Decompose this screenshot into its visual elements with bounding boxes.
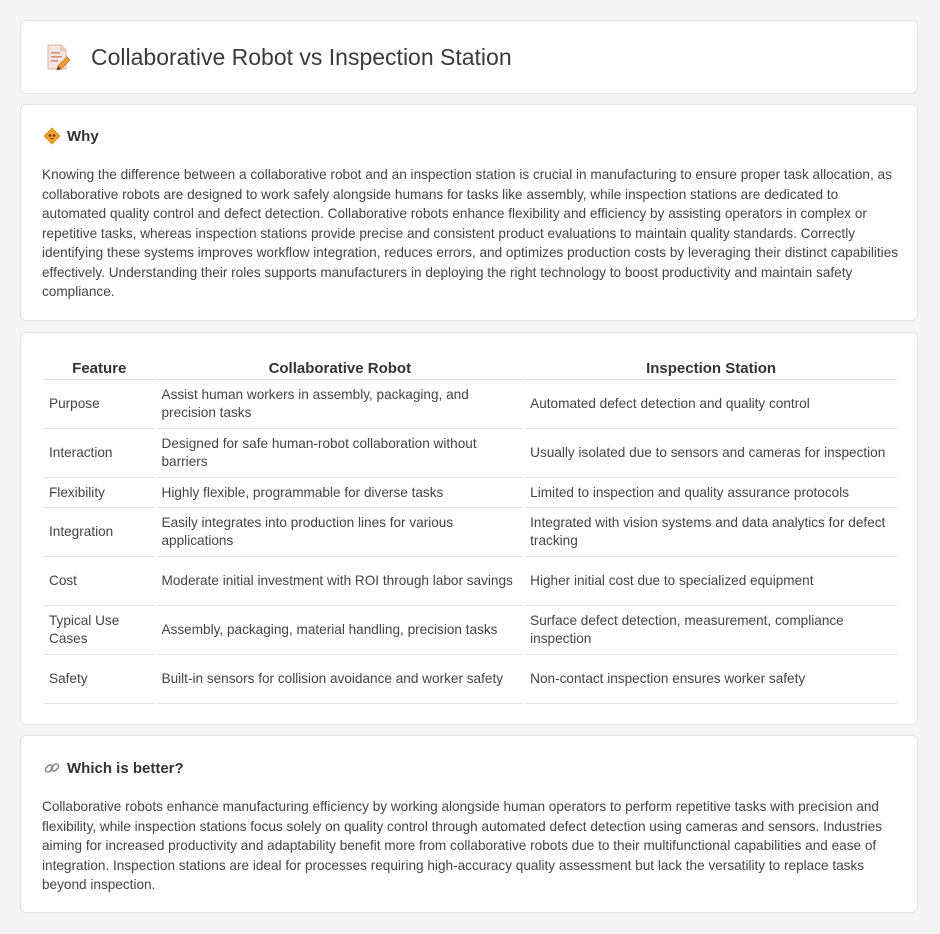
- table-row: [44, 508, 897, 557]
- inspection-cell: Higher initial cost due to specialized equipment: [525, 557, 897, 606]
- feature-cell: Purpose: [44, 380, 155, 429]
- feature-cell: Safety: [44, 655, 155, 704]
- table-row: [44, 557, 897, 606]
- table-row: [44, 380, 897, 429]
- better-heading: Which is better?: [67, 759, 184, 777]
- cobot-cell: Moderate initial investment with ROI through labor savings: [157, 557, 524, 606]
- header-feature: Feature: [44, 353, 155, 380]
- page-title: Collaborative Robot vs Inspection Station: [91, 43, 512, 70]
- cobot-cell: Easily integrates into production lines for various applications: [157, 508, 524, 557]
- feature-cell: Typical Use Cases: [44, 606, 155, 655]
- which-is-better-section: [20, 735, 918, 913]
- inspection-cell: Integrated with vision systems and data analytics for defect tracking: [525, 508, 897, 557]
- feature-cell: Interaction: [44, 429, 155, 478]
- comparison-table: [42, 353, 899, 704]
- better-heading-row: [43, 759, 184, 777]
- cobot-cell: Highly flexible, programmable for diverse tasks: [157, 478, 524, 508]
- feature-cell: Flexibility: [44, 478, 155, 508]
- inspection-cell: Usually isolated due to sensors and cameras for inspection: [525, 429, 897, 478]
- table-row: [44, 429, 897, 478]
- inspection-cell: Limited to inspection and quality assurance protocols: [525, 478, 897, 508]
- cobot-cell: Designed for safe human-robot collaboration without barriers: [157, 429, 524, 478]
- inspection-cell: Automated defect detection and quality control: [525, 380, 897, 429]
- header-inspection-station: Inspection Station: [525, 353, 897, 380]
- inspection-cell: Non-contact inspection ensures worker safety: [525, 655, 897, 704]
- cobot-cell: Assembly, packaging, material handling, precision tasks: [157, 606, 524, 655]
- document-pencil-icon: [45, 43, 71, 71]
- better-paragraph: Collaborative robots enhance manufacturing efficiency by working alongside human operators to perform repetitive tasks with precision and flexibility, while inspection stations focus solely on quality control through automated defect detection using cameras and sensors. Industries aiming for increased productivity and adaptability benefit more from collaborative robots due to their multifunctional capabilities and ease of integration. Inspection stations are ideal for processes requiring high-accuracy quality assessment but lack the versatility to replace tasks beyond inspection.: [42, 799, 882, 892]
- diamond-sign-icon: [43, 127, 61, 145]
- header-collaborative-robot: Collaborative Robot: [157, 353, 524, 380]
- why-heading: Why: [67, 127, 99, 145]
- table-header-row: [44, 353, 897, 380]
- inspection-cell: Surface defect detection, measurement, compliance inspection: [525, 606, 897, 655]
- table-row: [44, 606, 897, 655]
- link-icon: [43, 759, 61, 777]
- comparison-table-card: [20, 332, 918, 725]
- feature-cell: Integration: [44, 508, 155, 557]
- why-section: [20, 104, 918, 321]
- cobot-cell: Assist human workers in assembly, packaging, and precision tasks: [157, 380, 524, 429]
- why-heading-row: [43, 127, 99, 145]
- why-paragraph: Knowing the difference between a collaborative robot and an inspection station is crucial in manufacturing to ensure proper task allocation, as collaborative robots are designed to work safely alongside humans for tasks like assembly, while inspection stations are dedicated to automated quality control and defect detection. Collaborative robots enhance flexibility and efficiency by assisting operators in complex or repetitive tasks, whereas inspection stations provide precise and consistent product evaluations to maintain quality standards. Correctly identifying these systems improves workflow integration, reduces errors, and optimizes production costs by leveraging their distinct capabilities effectively. Understanding their roles supports manufacturers in deploying the right technology to boost productivity and maintain safety compliance.: [42, 167, 899, 299]
- cobot-cell: Built-in sensors for collision avoidance and worker safety: [157, 655, 524, 704]
- header-card: [20, 20, 918, 94]
- table-row: [44, 478, 897, 508]
- feature-cell: Cost: [44, 557, 155, 606]
- table-row: [44, 655, 897, 704]
